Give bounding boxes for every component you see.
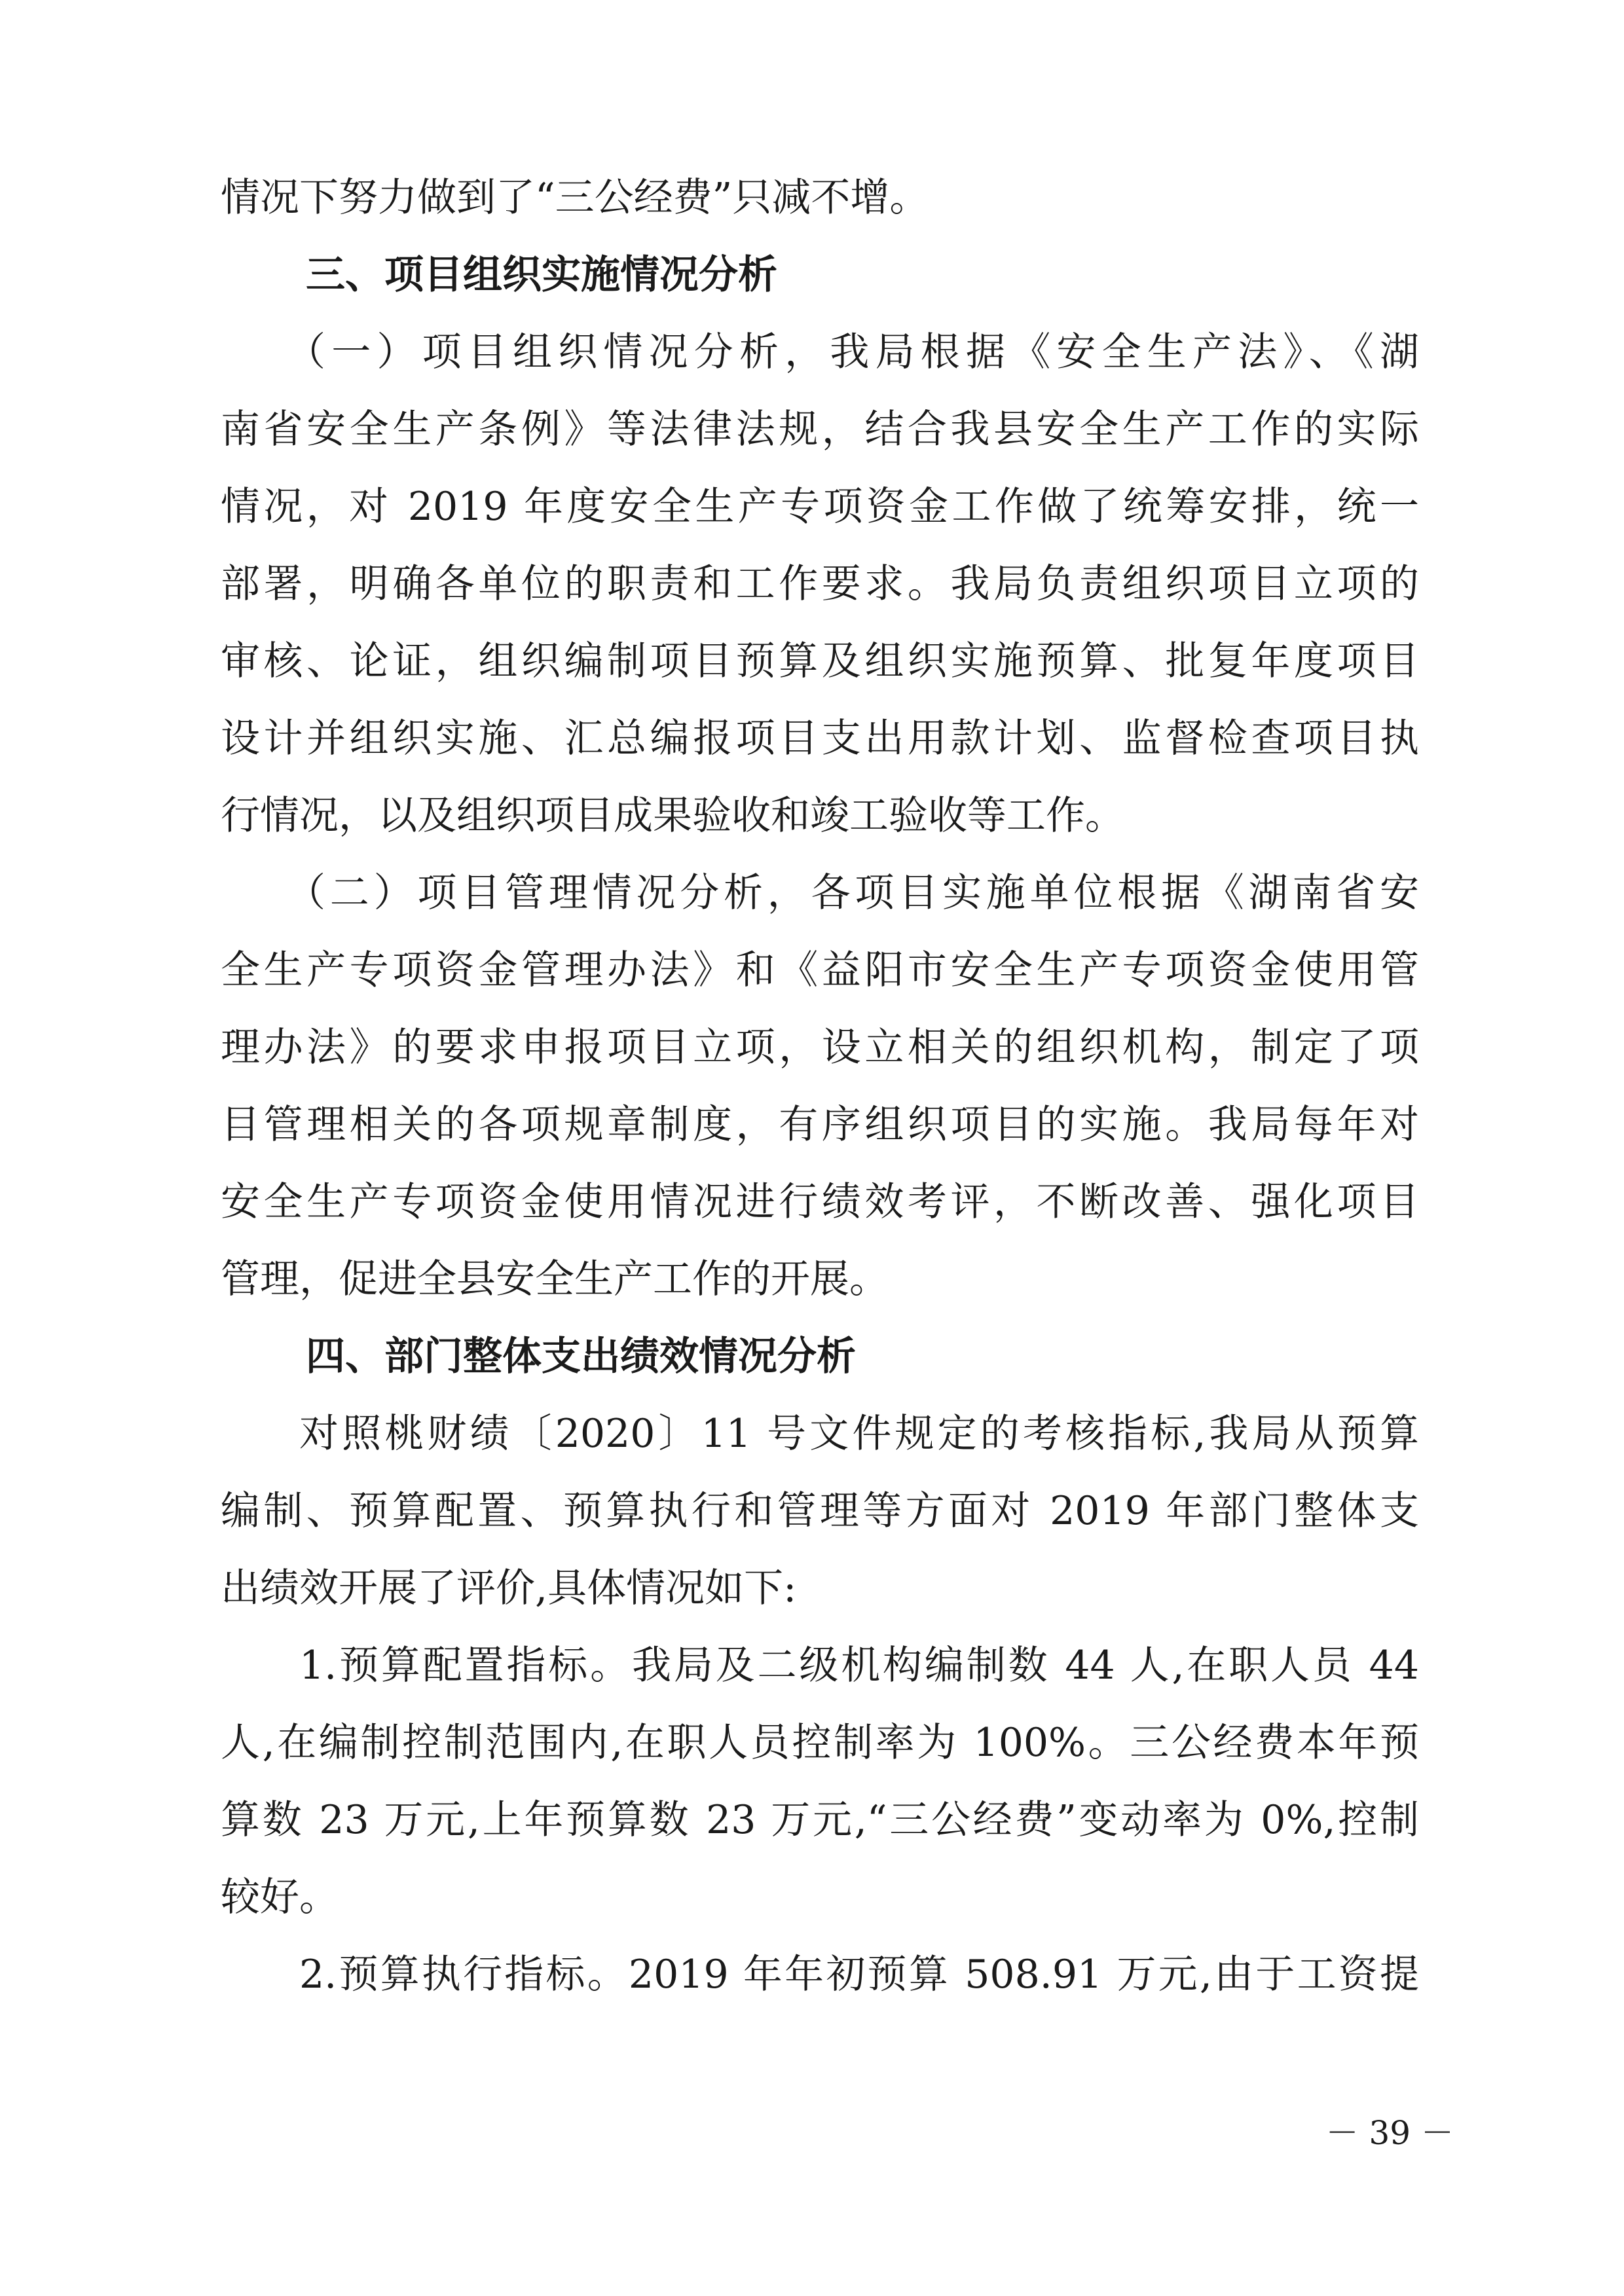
body-text — [221, 159, 1419, 2013]
paragraph-line: 全生产专项资金管理办法》和《益阳市安全生产专项资金使用管 — [221, 947, 1419, 993]
section-heading-4: 四、部门整体支出绩效情况分析 — [306, 1334, 856, 1379]
paragraph-line: （二）项目管理情况分析，各项目实施单位根据《湖南省安 — [286, 870, 1419, 916]
paragraph-line: 安全生产专项资金使用情况进行绩效考评，不断改善、强化项目 — [221, 1179, 1419, 1225]
paragraph-line: 较好。 — [221, 1874, 339, 1920]
paragraph-line: 2.预算执行指标。2019 年年初预算 508.91 万元,由于工资提 — [299, 1952, 1419, 1997]
paragraph-line: 对照桃财绩〔2020〕11 号文件规定的考核指标,我局从预算 — [299, 1411, 1419, 1457]
paragraph-line: 南省安全生产条例》等法律法规，结合我县安全生产工作的实际 — [221, 407, 1419, 452]
paragraph-line: 行情况，以及组织项目成果验收和竣工验收等工作。 — [221, 793, 1124, 839]
paragraph-line: 理办法》的要求申报项目立项，设立相关的组织机构，制定了项 — [221, 1025, 1419, 1070]
paragraph-line: 人,在编制控制范围内,在职人员控制率为 100%。三公经费本年预 — [221, 1720, 1419, 1766]
paragraph-line: 出绩效开展了评价,具体情况如下: — [221, 1565, 797, 1611]
paragraph-line: 1.预算配置指标。我局及二级机构编制数 44 人,在职人员 44 — [299, 1643, 1419, 1688]
paragraph-line: 管理，促进全县安全生产工作的开展。 — [221, 1256, 889, 1302]
paragraph-continuation: 情况下努力做到了“三公经费”只减不增。 — [221, 175, 929, 221]
section-heading-3: 三、项目组织实施情况分析 — [306, 252, 777, 298]
paragraph-line: 审核、论证，组织编制项目预算及组织实施预算、批复年度项目 — [221, 638, 1419, 684]
paragraph-line: 目管理相关的各项规章制度，有序组织项目的实施。我局每年对 — [221, 1102, 1419, 1148]
paragraph-line: 部署，明确各单位的职责和工作要求。我局负责组织项目立项的 — [221, 561, 1419, 607]
paragraph-line: （一）项目组织情况分析，我局根据《安全生产法》、《湖 — [286, 329, 1419, 375]
paragraph-line: 情况，对 2019 年度安全生产专项资金工作做了统筹安排，统一 — [221, 484, 1419, 530]
page-number: － 39 － — [1325, 2114, 1454, 2152]
paragraph-line: 算数 23 万元,上年预算数 23 万元,“三公经费”变动率为 0%,控制 — [221, 1797, 1419, 1843]
paragraph-line: 编制、预算配置、预算执行和管理等方面对 2019 年部门整体支 — [221, 1488, 1419, 1534]
paragraph-line: 设计并组织实施、汇总编报项目支出用款计划、监督检查项目执 — [221, 716, 1419, 761]
